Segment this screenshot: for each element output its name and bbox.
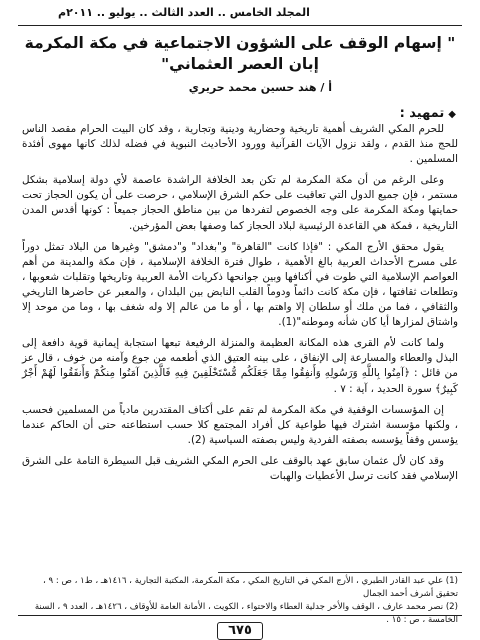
article-title: " إسهام الوقف على الشؤون الاجتماعية في مكة المكرمة إبان العصر العثماني" — [24, 34, 456, 73]
section-heading-label: تمهيد : — [399, 106, 445, 121]
footer-rule — [18, 615, 462, 616]
footnote: (1) علي عبد القادر الطبري ، الأرج المكي في التاريخ المكي ، مكة المكرمة، المكتبة التجارية ، ١٤١٦هـ ، ط١ ، ص : ٩ ، تحقيق أشرف أحمد الجمال — [42, 576, 458, 599]
article-author: أ / هند حسين محمد حريري — [188, 81, 332, 94]
paragraph: وقد كان لأل عثمان سابق عهد بالوقف على الحرم المكي الشريف قبل السيطرة التامة على الشرق الإسلامي فقد كانت ترسل الأعطيات والهبات — [22, 454, 458, 482]
footnote-rule — [218, 572, 462, 573]
paragraph: للحرم المكي الشريف أهمية تاريخية وحضارية ودينية وتجارية ، وقد كان البيت الحرام مقصد الناس للحج منذ القدم ، ولقد نزول الآيات القرآنية وورود الأحاديث النبوية في فضله لذلك كانها مهوى أفئدة المسلمين . — [22, 123, 458, 166]
section-heading — [400, 106, 456, 121]
paragraph: ولما كانت لأم القرى هذه المكانة العظيمة والمنزلة الرفيعة تبعها استجابة إيمانية قوية دافعة إلى البذل والعطاء والمسارعة إلى الإنفاق ، على بينه العتيق الذي أطعمه من جوع وآمنه من خوف ، قال عز من قائل : ﴿آمِنُوا بِاللَّهِ وَرَسُولِهِ وَأَنفِقُوا مِمَّا جَعَلَكُم مُّسْتَخْلَفِينَ فِيهِ فَالَّذِينَ آمَنُوا مِنكُمْ وَأَنفَقُوا لَهُمْ أَجْرٌ كَبِيرٌ﴾ سورة الحديد ، آية : ٧ . — [22, 337, 458, 395]
footnote: (2) نصر محمد عارف ، الوقف والأخر جدلية العطاء والاحتواء ، الكويت ، الأمانة العامة للأوقاف ، ١٤٢٦هـ ، العدد ٩ ، السنة الخامسة ، ص : ١٥ . — [34, 602, 458, 625]
page-number — [18, 619, 462, 640]
paragraph: يقول محقق الأرج المكي : "فإذا كانت "القاهرة" و"بغداد" و"دمشق" وغيرها من البلاد تمثل دوراً على مسرح الأحداث العربية بالغ الأهمية ، طوال فترة الخلافة الإسلامية ، فإن مكة والمدينة من أهم العواصم الإسلامية التي طوت في أكنافها وبين جوانحها ذكريات الأمة العربية وتاريخها وتقلبات شعوبها ، وتطلعات ثقافتها ، فإن مكة كانت دائماً ودوماً القلب النابض بين البلدان ، والمعبر عن حاضرها التاريخي والثقافي ، فما من ملك أو سلطان إلا واهتم بها ، أو ما من عالم إلا وله شغف بها ، وما من موحد إلا واشتاق لمزارها أيا كان شأنه وموطنه"(1). — [22, 240, 458, 329]
page-number-label: ٦٧٥ — [217, 622, 263, 640]
bullet-icon: ◆ — [448, 109, 456, 120]
article-body — [22, 122, 458, 490]
header-rule — [18, 25, 462, 26]
document-page — [18, 6, 462, 638]
running-header: المجلد الخامس .. العدد الثالث .. يوليو .. ٢٠١١م — [58, 6, 310, 19]
paragraph: إن المؤسسات الوقفية في مكة المكرمة لم تقم على أكتاف المقتدرين مادياً من المسلمين فحسب ، ولكنها مؤسسة اشترك فيها طواعية كل أفراد المجتمع كلا حسب استطاعته حتى أن الحاكم عندما يؤسس وقفاً يؤسسه بصفته الفردية وليس بصفته السياسية (2). — [22, 403, 458, 446]
paragraph: وعلى الرغم من أن مكة المكرمة لم تكن بعد الخلافة الراشدة عاصمة لأي دولة إسلامية بشكل مستمر ، فإن جميع الدول التي تعاقبت على حكم الشرق الإسلامي ، حرصت على أن يكون الحجاز تحت حمايتها ومكة المكرمة على وجه الخصوص لتفردها من بين مناطق الحجاز جميعاً : كونها أقدس المدن التاريخية ، فمكة هي القاعدة الرئيسية لبلاد الحجاز كما وصفها بعض المؤرخين. — [22, 174, 458, 232]
